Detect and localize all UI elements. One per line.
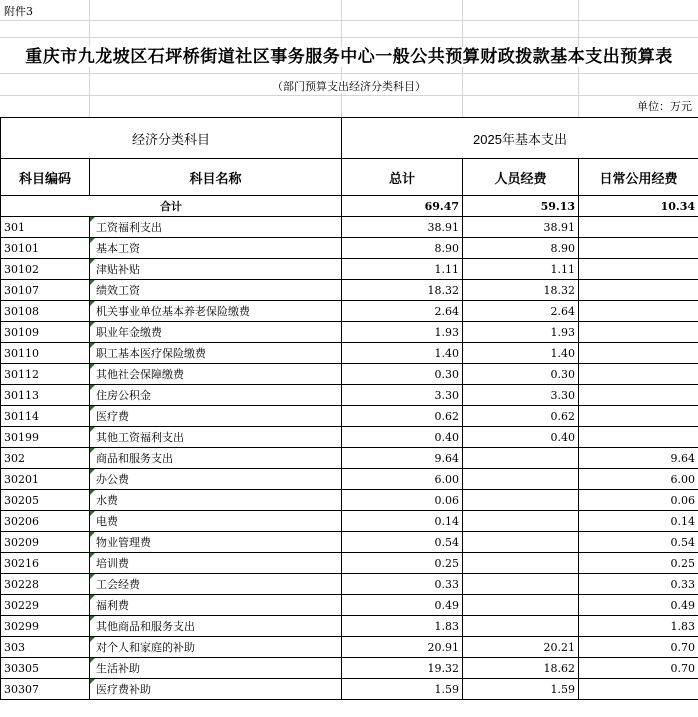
row-name: 对个人和家庭的补助: [90, 637, 342, 658]
row-total: 8.90: [342, 238, 463, 259]
table-row: [1, 406, 698, 427]
row-public: [579, 385, 698, 406]
row-total: 0.54: [342, 532, 463, 553]
row-name: 物业管理费: [90, 532, 342, 553]
row-code: 30107: [1, 280, 90, 301]
row-code: 30113: [1, 385, 90, 406]
table-row: [1, 301, 698, 322]
row-name: 住房公积金: [90, 385, 342, 406]
row-public: [579, 679, 698, 700]
total-personnel: 59.13: [463, 196, 579, 217]
row-personnel: 38.91: [463, 217, 579, 238]
table-row: [1, 385, 698, 406]
row-personnel: 1.59: [463, 679, 579, 700]
row-personnel: 1.11: [463, 259, 579, 280]
table-row: [1, 364, 698, 385]
row-personnel: 3.30: [463, 385, 579, 406]
row-personnel: [463, 553, 579, 574]
row-code: 30299: [1, 616, 90, 637]
row-public: [579, 280, 698, 301]
row-public: [579, 259, 698, 280]
row-code: 30307: [1, 679, 90, 700]
row-public: 0.25: [579, 553, 698, 574]
table-row: [1, 574, 698, 595]
row-public: 6.00: [579, 469, 698, 490]
row-code: 30101: [1, 238, 90, 259]
row-personnel: 2.64: [463, 301, 579, 322]
row-code: 302: [1, 448, 90, 469]
header-economic-category: 经济分类科目: [1, 118, 342, 159]
row-name: 水费: [90, 490, 342, 511]
header-personnel: 人员经费: [463, 159, 579, 196]
table-row: [1, 280, 698, 301]
table-row: [1, 469, 698, 490]
row-public: [579, 301, 698, 322]
row-personnel: 18.32: [463, 280, 579, 301]
row-total: 1.93: [342, 322, 463, 343]
row-name: 医疗费: [90, 406, 342, 427]
row-personnel: [463, 448, 579, 469]
row-name: 其他社会保障缴费: [90, 364, 342, 385]
row-total: 1.59: [342, 679, 463, 700]
row-personnel: [463, 511, 579, 532]
row-name: 工资福利支出: [90, 217, 342, 238]
row-public: 1.83: [579, 616, 698, 637]
row-code: 30206: [1, 511, 90, 532]
row-public: 0.70: [579, 637, 698, 658]
unit-label: 单位：万元: [637, 100, 692, 113]
row-code: 301: [1, 217, 90, 238]
table-row: [1, 448, 698, 469]
table-row: [1, 259, 698, 280]
row-name: 其他商品和服务支出: [90, 616, 342, 637]
row-public: [579, 217, 698, 238]
row-code: 30109: [1, 322, 90, 343]
row-code: 30114: [1, 406, 90, 427]
row-name: 福利费: [90, 595, 342, 616]
row-personnel: 18.62: [463, 658, 579, 679]
row-personnel: [463, 574, 579, 595]
row-name: 职业年金缴费: [90, 322, 342, 343]
header-row-group: [1, 118, 698, 159]
row-name: 生活补助: [90, 658, 342, 679]
row-code: 30199: [1, 427, 90, 448]
table-row: [1, 595, 698, 616]
table-row: [1, 238, 698, 259]
table-row: [1, 616, 698, 637]
row-personnel: [463, 532, 579, 553]
table-row: [1, 343, 698, 364]
row-total: 0.14: [342, 511, 463, 532]
row-total: 1.83: [342, 616, 463, 637]
row-code: 30102: [1, 259, 90, 280]
row-public: [579, 238, 698, 259]
row-public: [579, 343, 698, 364]
row-personnel: 0.40: [463, 427, 579, 448]
header-code: 科目编码: [1, 159, 90, 196]
row-total: 1.40: [342, 343, 463, 364]
total-public: 10.34: [579, 196, 698, 217]
page-subtitle-text: （部门预算支出经济分类科目）: [272, 80, 426, 93]
row-total: 38.91: [342, 217, 463, 238]
row-code: 30216: [1, 553, 90, 574]
page-title: [0, 42, 698, 67]
row-public: [579, 322, 698, 343]
row-public: 0.06: [579, 490, 698, 511]
row-personnel: [463, 490, 579, 511]
row-public: 0.49: [579, 595, 698, 616]
row-name: 医疗费补助: [90, 679, 342, 700]
row-total: 0.40: [342, 427, 463, 448]
row-name: 机关事业单位基本养老保险缴费: [90, 301, 342, 322]
table-row: [1, 511, 698, 532]
row-total: 18.32: [342, 280, 463, 301]
row-name: 电费: [90, 511, 342, 532]
table-row: [1, 679, 698, 700]
row-code: 30205: [1, 490, 90, 511]
row-code: 30108: [1, 301, 90, 322]
row-name: 津贴补贴: [90, 259, 342, 280]
row-name: 工会经费: [90, 574, 342, 595]
row-total: 0.49: [342, 595, 463, 616]
row-code: 30110: [1, 343, 90, 364]
row-total: 0.25: [342, 553, 463, 574]
row-total: 0.30: [342, 364, 463, 385]
row-name: 职工基本医疗保险缴费: [90, 343, 342, 364]
table-row: [1, 553, 698, 574]
row-total: 0.62: [342, 406, 463, 427]
budget-table: [0, 117, 698, 700]
row-name: 其他工资福利支出: [90, 427, 342, 448]
row-personnel: 8.90: [463, 238, 579, 259]
table-row: [1, 322, 698, 343]
row-public: [579, 364, 698, 385]
row-total: 3.30: [342, 385, 463, 406]
row-total: 20.91: [342, 637, 463, 658]
row-code: 30112: [1, 364, 90, 385]
row-code: 30305: [1, 658, 90, 679]
row-name: 基本工资: [90, 238, 342, 259]
row-public: [579, 427, 698, 448]
row-code: 30209: [1, 532, 90, 553]
row-personnel: [463, 616, 579, 637]
header-name: 科目名称: [90, 159, 342, 196]
row-total: 0.06: [342, 490, 463, 511]
row-public: 0.54: [579, 532, 698, 553]
row-personnel: 0.62: [463, 406, 579, 427]
table-row: [1, 427, 698, 448]
page-subtitle: [0, 78, 698, 94]
row-total: 9.64: [342, 448, 463, 469]
row-total: 1.11: [342, 259, 463, 280]
row-code: 30229: [1, 595, 90, 616]
header-total: 总计: [342, 159, 463, 196]
header-basic-expenditure: 2025年基本支出: [342, 118, 698, 159]
row-public: [579, 406, 698, 427]
row-personnel: 20.21: [463, 637, 579, 658]
row-public: 9.64: [579, 448, 698, 469]
attachment-label: 附件3: [4, 5, 33, 18]
table-row: [1, 217, 698, 238]
row-code: 30228: [1, 574, 90, 595]
row-total: 2.64: [342, 301, 463, 322]
row-name: 培训费: [90, 553, 342, 574]
table-row: [1, 490, 698, 511]
row-code: 303: [1, 637, 90, 658]
header-public: 日常公用经费: [579, 159, 698, 196]
row-total: 19.32: [342, 658, 463, 679]
row-name: 办公费: [90, 469, 342, 490]
total-total: 69.47: [342, 196, 463, 217]
row-name: 绩效工资: [90, 280, 342, 301]
row-public: 0.14: [579, 511, 698, 532]
row-personnel: [463, 469, 579, 490]
table-row: [1, 532, 698, 553]
row-public: 0.70: [579, 658, 698, 679]
row-personnel: 0.30: [463, 364, 579, 385]
row-personnel: [463, 595, 579, 616]
row-personnel: 1.40: [463, 343, 579, 364]
row-public: 0.33: [579, 574, 698, 595]
table-row: [1, 658, 698, 679]
row-name: 商品和服务支出: [90, 448, 342, 469]
header-row-columns: [1, 159, 698, 196]
table-row: [1, 637, 698, 658]
total-label: 合计: [1, 196, 342, 217]
row-personnel: 1.93: [463, 322, 579, 343]
row-total: 6.00: [342, 469, 463, 490]
page-title-text: 重庆市九龙坡区石坪桥街道社区事务服务中心一般公共预算财政拨款基本支出预算表: [25, 47, 673, 67]
row-total: 0.33: [342, 574, 463, 595]
row-code: 30201: [1, 469, 90, 490]
total-row: [1, 196, 698, 217]
